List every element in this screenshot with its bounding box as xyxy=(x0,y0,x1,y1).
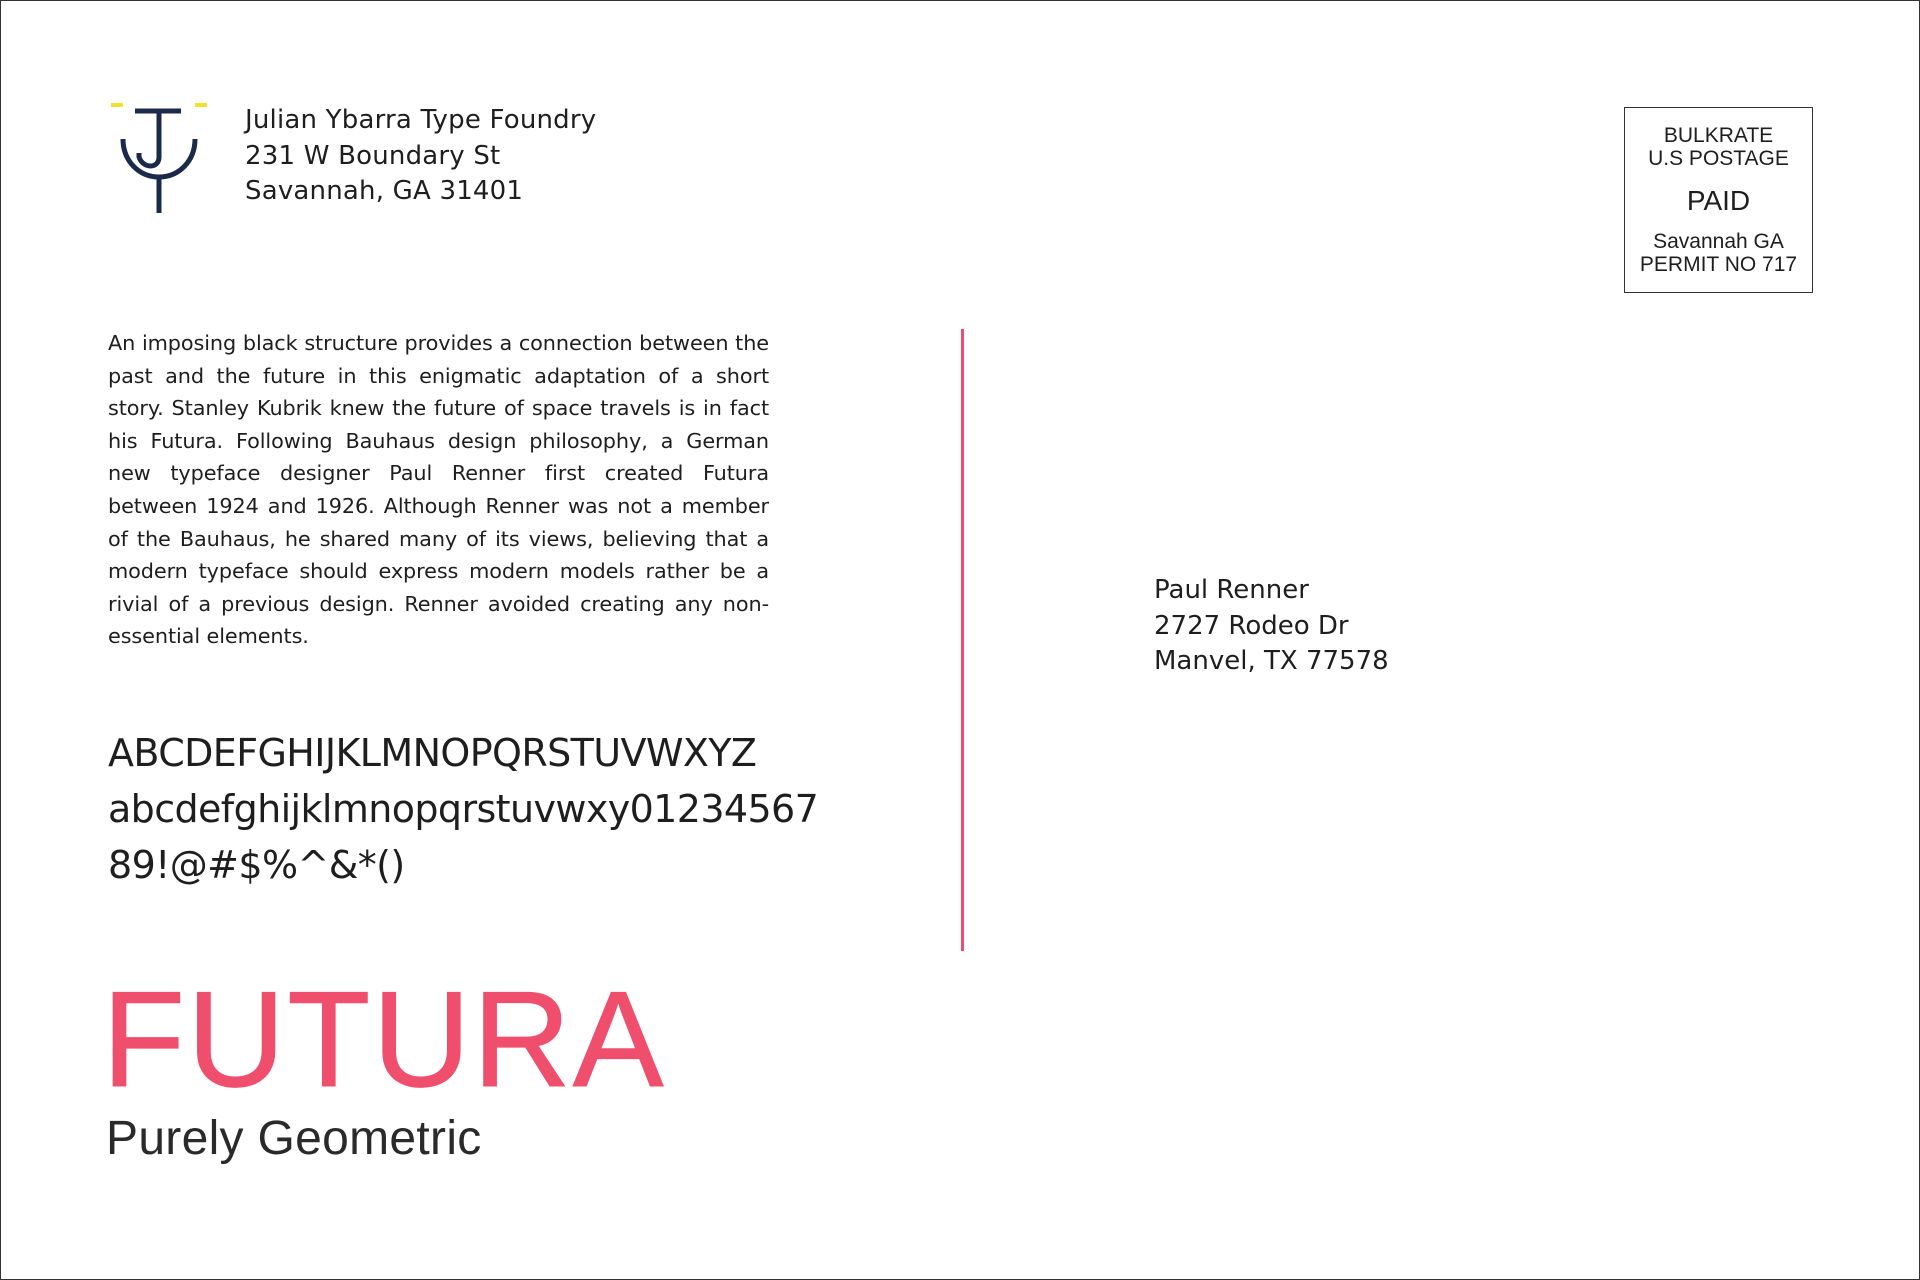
recipient-city: Manvel, TX 77578 xyxy=(1154,646,1389,676)
subheadline: Purely Geometric xyxy=(106,1112,482,1165)
description-paragraph: An imposing black structure provides a connection between the past and the future in this enigmatic adaptation of a short story. Stanley Kubrik knew the future of space travels is in fact his Futura. Following Bauhaus design philosophy, a German new typeface designer Paul Renner first created Futura between 1924 and 1926. Although Renner was not a member of the Bauhaus, he shared many of its views, believing that a modern typeface should express modern models rather be a rivial of a previous design. Renner avoided creating any non-essential elements. xyxy=(108,331,769,649)
postage-line-city: Savannah GA xyxy=(1653,230,1784,253)
return-address-city: Savannah, GA 31401 xyxy=(245,176,524,206)
specimen-symbols: 89!@#$%^&*() xyxy=(108,843,405,887)
postage-line-us-postage: U.S POSTAGE xyxy=(1648,147,1789,170)
jy-monogram-icon xyxy=(109,99,209,215)
headline: FUTURA xyxy=(102,963,666,1115)
address-divider xyxy=(961,329,964,951)
type-specimen xyxy=(108,725,819,893)
postage-line-permit: PERMIT NO 717 xyxy=(1639,253,1798,276)
postage-line-bulkrate: BULKRATE xyxy=(1663,124,1774,147)
postage-line-paid: PAID xyxy=(1686,185,1751,216)
return-address-name: Julian Ybarra Type Foundry xyxy=(245,105,597,135)
return-address xyxy=(245,103,596,210)
specimen-lowercase-numerals: abcdefghijklmnopqrstuvwxy01234567 xyxy=(108,787,819,831)
specimen-uppercase: ABCDEFGHIJKLMNOPQRSTUVWXYZ xyxy=(108,731,757,775)
recipient-street: 2727 Rodeo Dr xyxy=(1154,610,1349,641)
recipient-name: Paul Renner xyxy=(1154,575,1309,605)
return-address-street: 231 W Boundary St xyxy=(245,140,501,171)
postage-indicia xyxy=(1624,107,1813,293)
recipient-address xyxy=(1154,573,1389,680)
